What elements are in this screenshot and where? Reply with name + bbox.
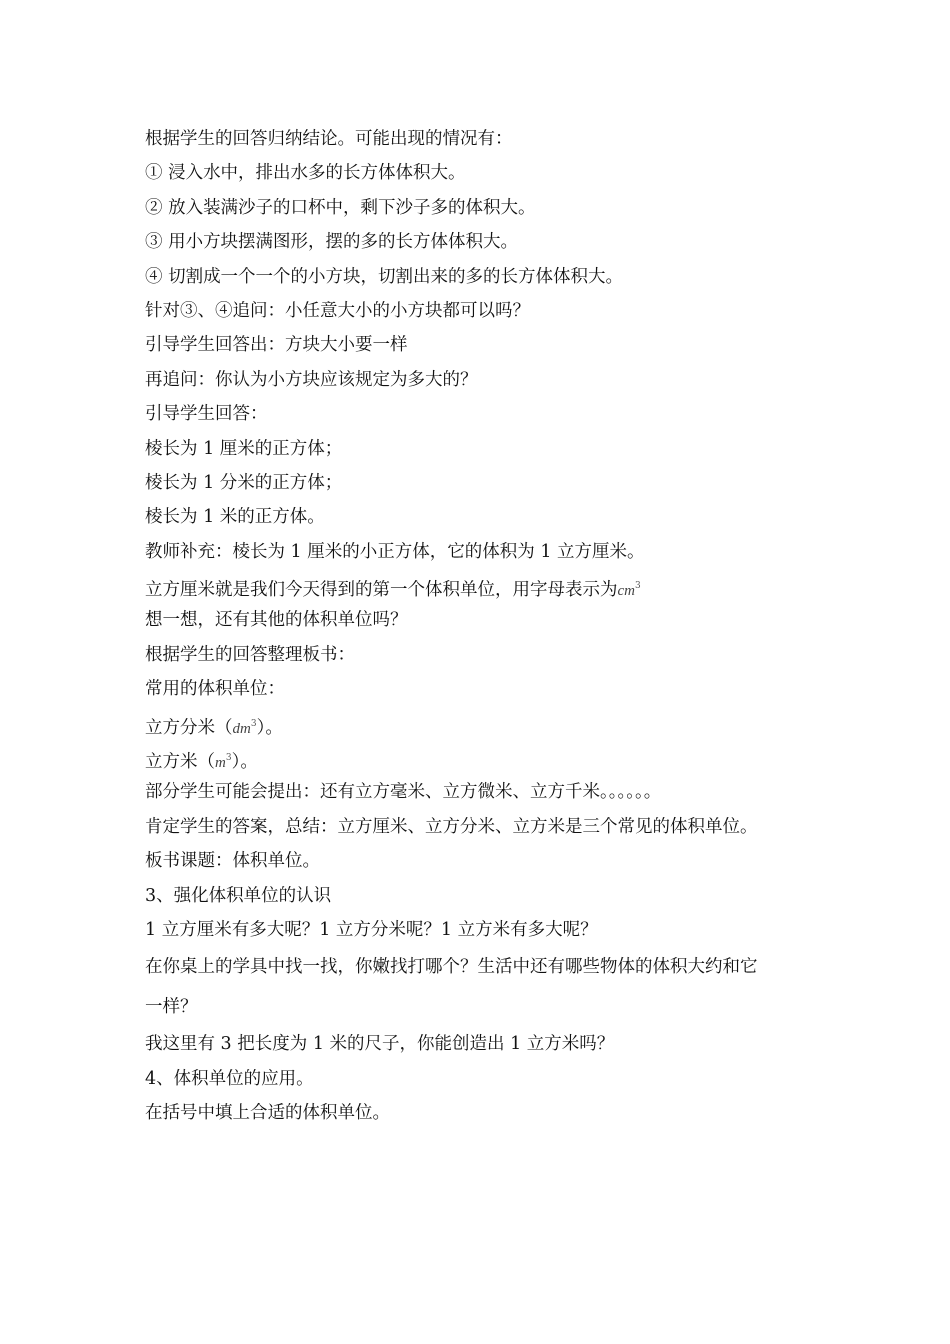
dm-unit-line [145,707,825,741]
text-line: ② 放入装满沙子的口杯中，剩下沙子多的体积大。 [145,197,536,218]
text-line: 棱长为 1 厘米的正方体； [145,438,343,459]
unit-m: m [215,755,226,772]
text-line: 部分学生可能会提出：还有立方毫米、立方微米、立方千米。。。。。。 [145,782,662,803]
text-line: 一样？ [145,997,198,1018]
text-line: 肯定学生的答案，总结：立方厘米、立方分米、立方米是三个常见的体积单位。 [145,816,758,837]
text-line: 1 立方厘米有多大呢？1 立方分米呢？1 立方米有多大呢？ [145,919,598,940]
unit-dm: dm [232,720,251,737]
text-line: 教师补充：棱长为 1 厘米的小正方体，它的体积为 1 立方厘米。 [145,541,645,562]
text-line: 棱长为 1 分米的正方体； [145,472,343,493]
text-line: 棱长为 1 米的正方体。 [145,507,325,528]
section-heading: 4、体积单位的应用。 [145,1068,314,1089]
document-body [145,122,825,1131]
text-line: 引导学生回答出：方块大小要一样 [145,335,408,356]
text-segment: ）。 [256,717,283,738]
text-segment: 立方分米（ [145,717,233,738]
text-line: 常用的体积单位： [145,679,285,700]
text-segment: ）。 [231,752,258,773]
cm-unit-line [145,569,825,603]
unit-exponent: 3 [225,753,232,764]
text-line: 我这里有 3 把长度为 1 米的尺子，你能创造出 1 立方米吗？ [145,1034,615,1055]
m-unit-line [145,741,825,775]
unit-exponent: 3 [250,718,257,729]
text-line: 在括号中填上合适的体积单位。 [145,1103,390,1124]
text-line: 根据学生的回答整理板书： [145,644,355,665]
unit-exponent: 3 [635,581,641,592]
text-line: 想一想，还有其他的体积单位吗？ [145,610,408,631]
text-line: ③ 用小方块摆满图形，摆的多的长方体体积大。 [145,232,519,253]
text-line: 板书课题：体积单位。 [145,851,320,872]
text-line: ① 浸入水中，排出水多的长方体体积大。 [145,163,466,184]
section-heading: 3、强化体积单位的认识 [145,885,332,906]
text-segment: 立方米（ [145,752,215,773]
text-line: ④ 切割成一个一个的小方块，切割出来的多的长方体体积大。 [145,266,624,287]
text-line: 在你桌上的学具中找一找，你嫩找打哪个？生活中还有哪些物体的体积大约和它 [145,957,758,978]
unit-cm: cm [617,583,635,600]
text-line: 根据学生的回答归纳结论。可能出现的情况有： [145,129,513,149]
text-line: 针对③、④追问：小任意大小的小方块都可以吗？ [145,300,530,321]
text-line: 再追问：你认为小方块应该规定为多大的？ [145,369,478,390]
text-line: 引导学生回答： [145,404,268,425]
text-segment: 立方厘米就是我们今天得到的第一个体积单位，用字母表示为 [145,580,618,601]
